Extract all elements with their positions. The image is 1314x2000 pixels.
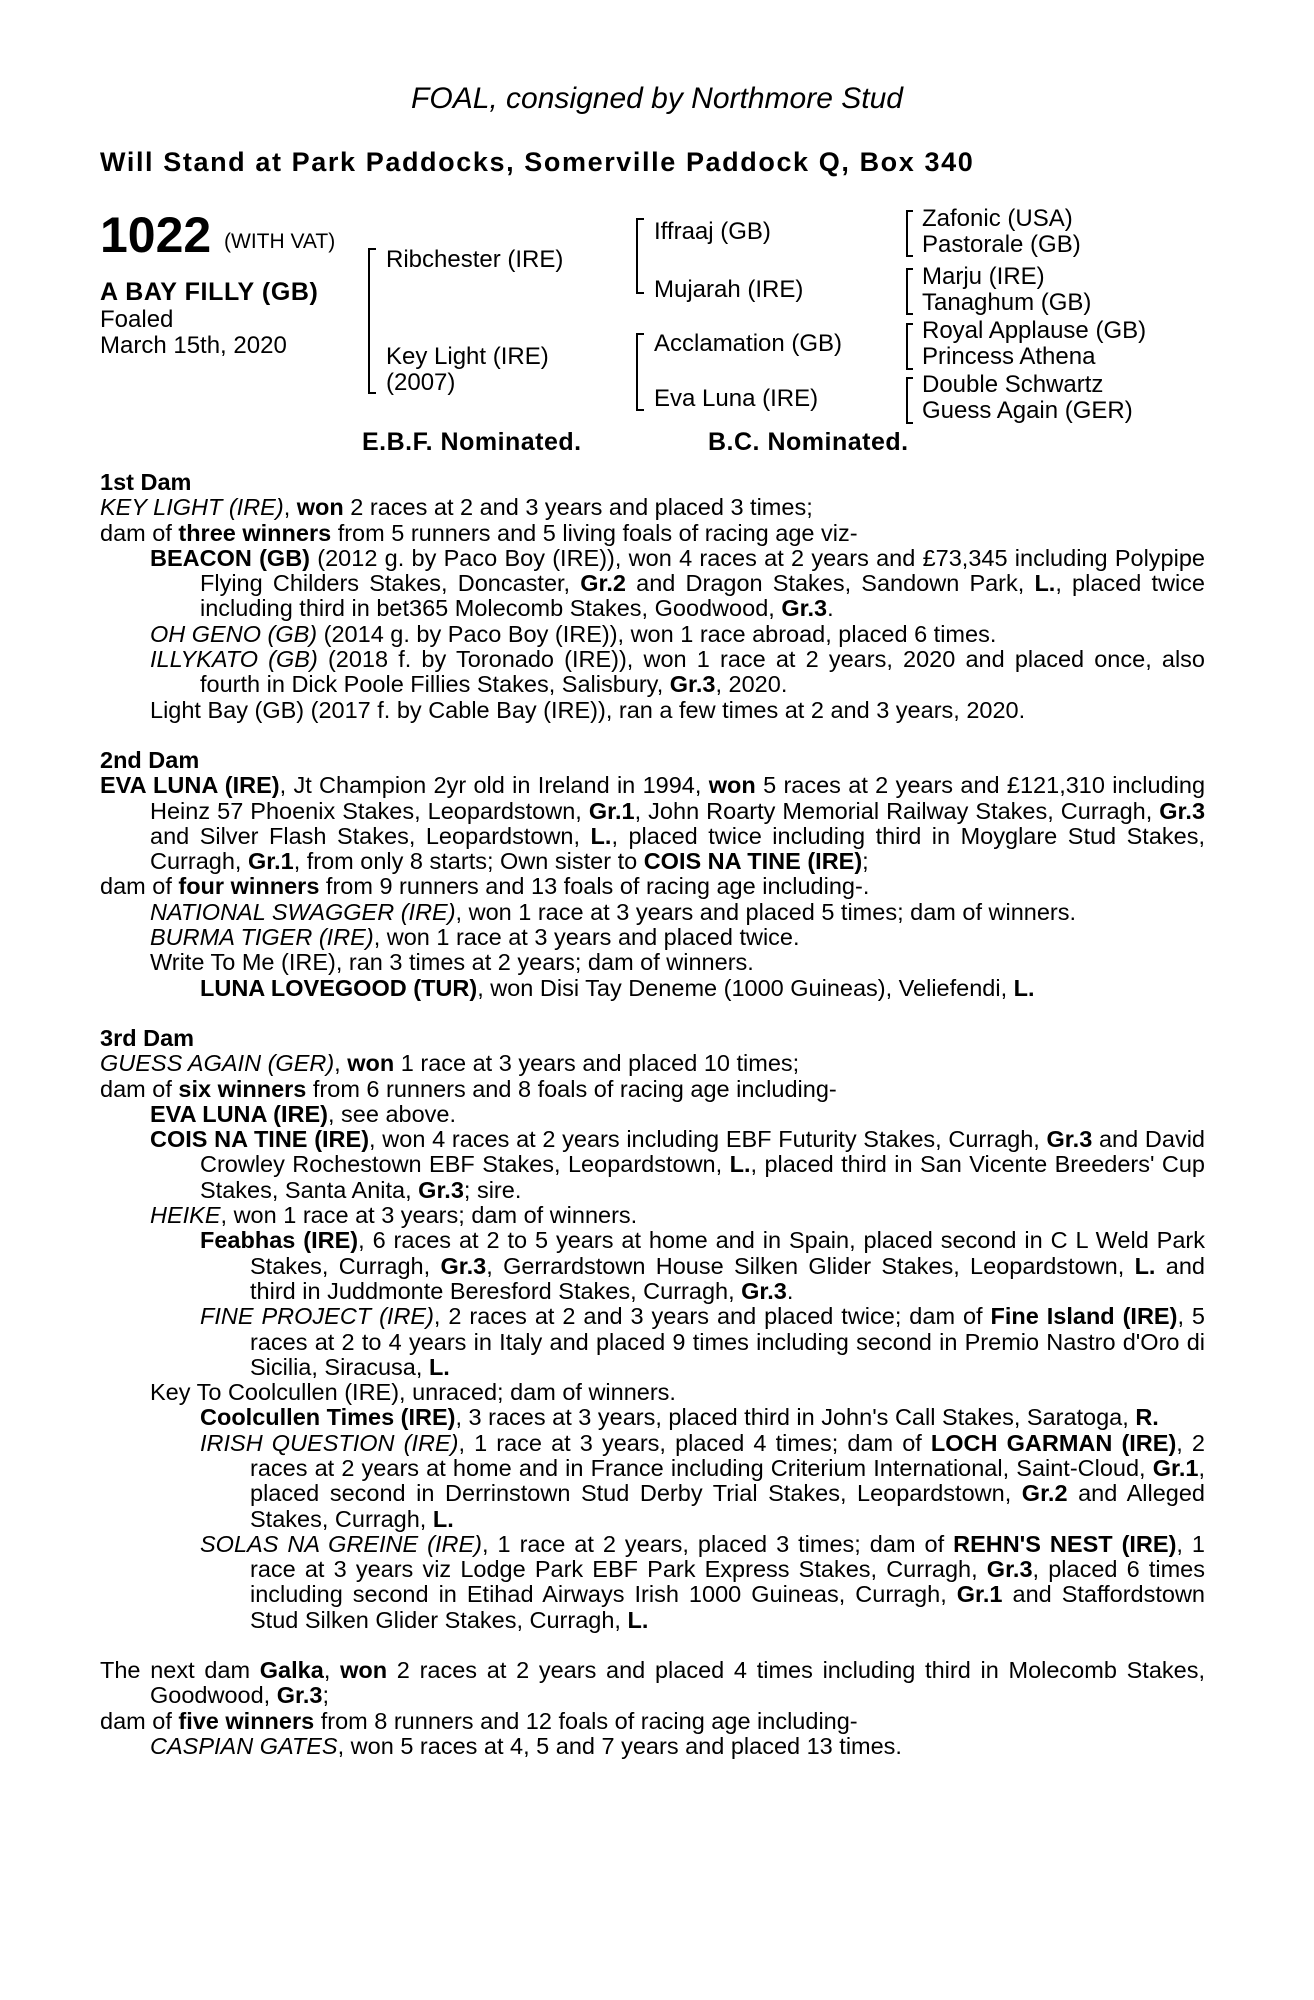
produce-fine-project: FINE PROJECT (IRE), 2 races at 2 and 3 years and placed twice; dam of Fine Island (IRE), 5 races at 2 to 4 years in Italy and placed 9 times including second in Premio Nastro d'Oro di Sicilia, Siracusa, L. xyxy=(200,1303,1205,1380)
produce-light-bay: Light Bay (GB) (2017 f. by Cable Bay (IRE)), ran a few times at 2 and 3 years, 2020. xyxy=(150,696,1026,723)
first-dam-heading: 1st Dam xyxy=(100,469,192,495)
brace-g3 xyxy=(906,323,913,370)
horse-description: A BAY FILLY (GB) xyxy=(100,278,319,306)
pedigree-dam-dam: Eva Luna (IRE) xyxy=(654,385,819,412)
produce-heike: HEIKE, won 1 race at 3 years; dam of winners. xyxy=(150,1202,638,1229)
third-dam-produce-summary: dam of six winners from 6 runners and 8 foals of racing age including- xyxy=(100,1075,837,1102)
stabling-location: Will Stand at Park Paddocks, Somerville Paddock Q, Box 340 xyxy=(100,147,975,177)
pedigree-g6: Princess Athena xyxy=(922,343,1096,370)
ebf-nomination: E.B.F. Nominated. xyxy=(362,428,582,456)
brace-g2 xyxy=(906,268,913,315)
pedigree-g4: Tanaghum (GB) xyxy=(922,289,1092,316)
produce-beacon: BEACON (GB) (2012 g. by Paco Boy (IRE)), won 4 races at 2 years and £73,345 including Polypipe Flying Childers Stakes, Doncaster, Gr.2 and Dragon Stakes, Sandown Park, L., placed twice including third in bet365 Molecomb Stakes, Goodwood, Gr.3. xyxy=(150,544,1205,622)
pedigree-g8: Guess Again (GER) xyxy=(922,397,1133,424)
produce-irish-question: IRISH QUESTION (IRE), 1 race at 3 years, placed 4 times; dam of LOCH GARMAN (IRE), 2 races at 2 years at home and in France including Criterium International, Saint-Cloud, Gr.1, placed second in Derrinstown Stud Derby Trial Stakes, Leopardstown, Gr.2 and Alleged Stakes, Curragh, L. xyxy=(200,1429,1205,1532)
second-dam-heading: 2nd Dam xyxy=(100,746,200,773)
pedigree-g3: Marju (IRE) xyxy=(922,263,1045,290)
pedigree-sire-dam: Mujarah (IRE) xyxy=(654,276,804,303)
brace-parents xyxy=(368,248,376,394)
second-dam-record: EVA LUNA (IRE), Jt Champion 2yr old in Ireland in 1994, won 5 races at 2 years and £121,310 including Heinz 57 Phoenix Stakes, Leopardstown, Gr.1, John Roarty Memorial Railway Stakes, Curragh, Gr.3 and Silver Flash Stakes, Leopardstown, L., placed twice including third in Moyglare Stud Stakes, Curragh, Gr.1, from only 8 starts; Own sister to COIS NA TINE (IRE); xyxy=(100,772,1206,875)
pedigree-sire: Ribchester (IRE) xyxy=(386,246,564,273)
produce-coolcullen-times: Coolcullen Times (IRE), 3 races at 3 years, placed third in John's Call Stakes, Saratoga, R. xyxy=(200,1404,1159,1431)
bc-nomination: B.C. Nominated. xyxy=(708,428,909,456)
next-dam-produce-summary: dam of five winners from 8 runners and 12 foals of racing age including- xyxy=(100,1707,858,1734)
produce-record xyxy=(100,470,1205,1759)
pedigree-g7: Double Schwartz xyxy=(922,371,1104,398)
pedigree-g2: Pastorale (GB) xyxy=(922,231,1081,258)
produce-national-swagger: NATIONAL SWAGGER (IRE), won 1 race at 3 years and placed 5 times; dam of winners. xyxy=(150,898,1077,925)
produce-burma-tiger: BURMA TIGER (IRE), won 1 race at 3 years and placed twice. xyxy=(150,924,800,951)
pedigree-dam-year: (2007) xyxy=(386,369,456,396)
lot-number: 1022 xyxy=(100,207,212,263)
produce-eva-luna: EVA LUNA (IRE), see above. xyxy=(150,1100,457,1127)
produce-illykato: ILLYKATO (GB) (2018 f. by Toronado (IRE)), won 1 race at 2 years, 2020 and placed once, also fourth in Dick Poole Fillies Stakes, Salisbury, Gr.3, 2020. xyxy=(150,646,1205,698)
brace-sire-line xyxy=(636,218,644,294)
consignor-heading: FOAL, consigned by Northmore Stud xyxy=(411,82,903,115)
produce-luna-lovegood: LUNA LOVEGOOD (TUR), won Disi Tay Deneme (1000 Guineas), Veliefendi, L. xyxy=(200,974,1035,1001)
produce-feabhas: Feabhas (IRE), 6 races at 2 to 5 years at home and in Spain, placed second in C L Weld Park Stakes, Curragh, Gr.3, Gerrardstown House Silken Glider Stakes, Leopardstown, L. and third in Juddmonte Beresford Stakes, Curragh, Gr.3. xyxy=(200,1227,1206,1304)
pedigree-sire-sire: Iffraaj (GB) xyxy=(654,218,771,245)
brace-dam-line xyxy=(636,333,644,411)
pedigree-g1: Zafonic (USA) xyxy=(922,205,1073,232)
produce-cois-na-tine: COIS NA TINE (IRE), won 4 races at 2 years including EBF Futurity Stakes, Curragh, Gr.3 and David Crowley Rochestown EBF Stakes, Leopardstown, L., placed third in San Vicente Breeders' Cup Stakes, Santa Anita, Gr.3; sire. xyxy=(150,1126,1206,1203)
brace-g1 xyxy=(906,210,913,257)
vat-note: (WITH VAT) xyxy=(224,230,336,253)
foaled-label: Foaled xyxy=(100,306,174,333)
next-dam-record: The next dam Galka, won 2 races at 2 years and placed 4 times including third in Molecomb Stakes, Goodwood, Gr.3; xyxy=(100,1657,1205,1709)
produce-solas-na-greine: SOLAS NA GREINE (IRE), 1 race at 2 years, placed 3 times; dam of REHN'S NEST (IRE), 1 race at 3 years viz Lodge Park EBF Park Express Stakes, Curragh, Gr.3, placed 6 times including second in Etihad Airways Irish 1000 Guineas, Curragh, Gr.1 and Staffordstown Stud Silken Glider Stakes, Curragh, L. xyxy=(200,1530,1205,1633)
produce-caspian-gates: CASPIAN GATES, won 5 races at 4, 5 and 7 years and placed 13 times. xyxy=(150,1732,902,1759)
third-dam-heading: 3rd Dam xyxy=(100,1024,195,1051)
brace-g4 xyxy=(906,377,913,424)
foaled-date: March 15th, 2020 xyxy=(100,332,287,359)
produce-write-to-me: Write To Me (IRE), ran 3 times at 2 years; dam of winners. xyxy=(150,949,754,976)
third-dam-line: GUESS AGAIN (GER), won 1 race at 3 years and placed 10 times; xyxy=(100,1050,800,1077)
pedigree-dam-sire: Acclamation (GB) xyxy=(654,330,843,357)
pedigree-g5: Royal Applause (GB) xyxy=(922,317,1147,344)
produce-key-to-coolcullen: Key To Coolcullen (IRE), unraced; dam of winners. xyxy=(150,1379,676,1406)
first-dam-line: KEY LIGHT (IRE), won 2 races at 2 and 3 years and placed 3 times; xyxy=(100,494,813,521)
first-dam-produce-summary: dam of three winners from 5 runners and 5 living foals of racing age viz- xyxy=(100,519,858,546)
pedigree-dam: Key Light (IRE) xyxy=(386,343,549,370)
second-dam-produce-summary: dam of four winners from 9 runners and 13 foals of racing age including-. xyxy=(100,873,870,900)
produce-oh-geno: OH GENO (GB) (2014 g. by Paco Boy (IRE)), won 1 race abroad, placed 6 times. xyxy=(150,620,997,647)
